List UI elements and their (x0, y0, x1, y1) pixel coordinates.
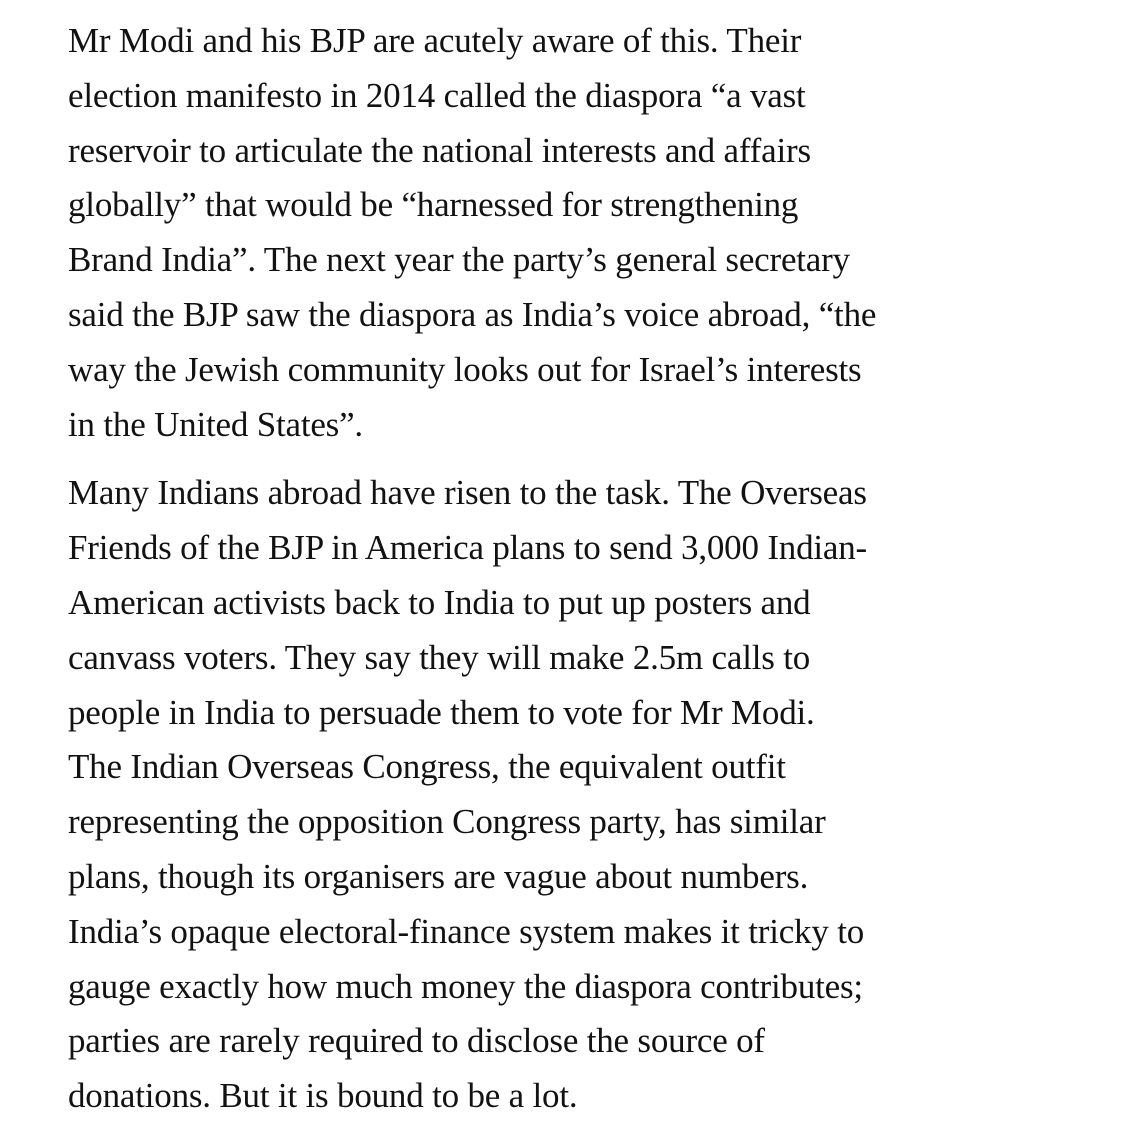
text-line: Friends of the BJP in America plans to send 3,000 Indian- (68, 528, 868, 568)
text-line: plans, though its organisers are vague about numbers. (68, 856, 809, 896)
text-line: parties are rarely required to disclose the source of (68, 1021, 765, 1061)
text-line: donations. But it is bound to be a lot. (68, 1076, 578, 1116)
text-line: people in India to persuade them to vote for Mr Modi. (68, 692, 815, 732)
text-line: Many Indians abroad have risen to the task. The Overseas (68, 473, 867, 513)
text-line: canvass voters. They say they will make 2.5m calls to (68, 637, 811, 677)
paragraph-2 (68, 466, 1108, 1124)
text-line: gauge exactly how much money the diaspora contributes; (68, 966, 863, 1006)
text-line: said the BJP saw the diaspora as India’s voice abroad, “the (68, 294, 877, 334)
text-line: reservoir to articulate the national interests and affairs (68, 130, 811, 170)
text-line: India’s opaque electoral-finance system makes it tricky to (68, 911, 865, 951)
text-line: way the Jewish community looks out for Israel’s interests (68, 349, 862, 389)
text-line: Mr Modi and his BJP are acutely aware of this. Their (68, 21, 802, 60)
text-line: American activists back to India to put up posters and (68, 582, 811, 622)
paragraph-spacer (68, 452, 1108, 466)
text-line: globally” that would be “harnessed for strengthening (68, 185, 799, 225)
text-line: representing the opposition Congress party, has similar (68, 802, 826, 842)
text-line: in the United States”. (68, 404, 363, 444)
paragraph-1 (68, 14, 1108, 452)
text-line: election manifesto in 2014 called the diaspora “a vast (68, 75, 806, 115)
article-body (68, 14, 1108, 1124)
text-line: Brand India”. The next year the party’s general secretary (68, 240, 850, 280)
text-line: The Indian Overseas Congress, the equivalent outfit (68, 747, 786, 787)
